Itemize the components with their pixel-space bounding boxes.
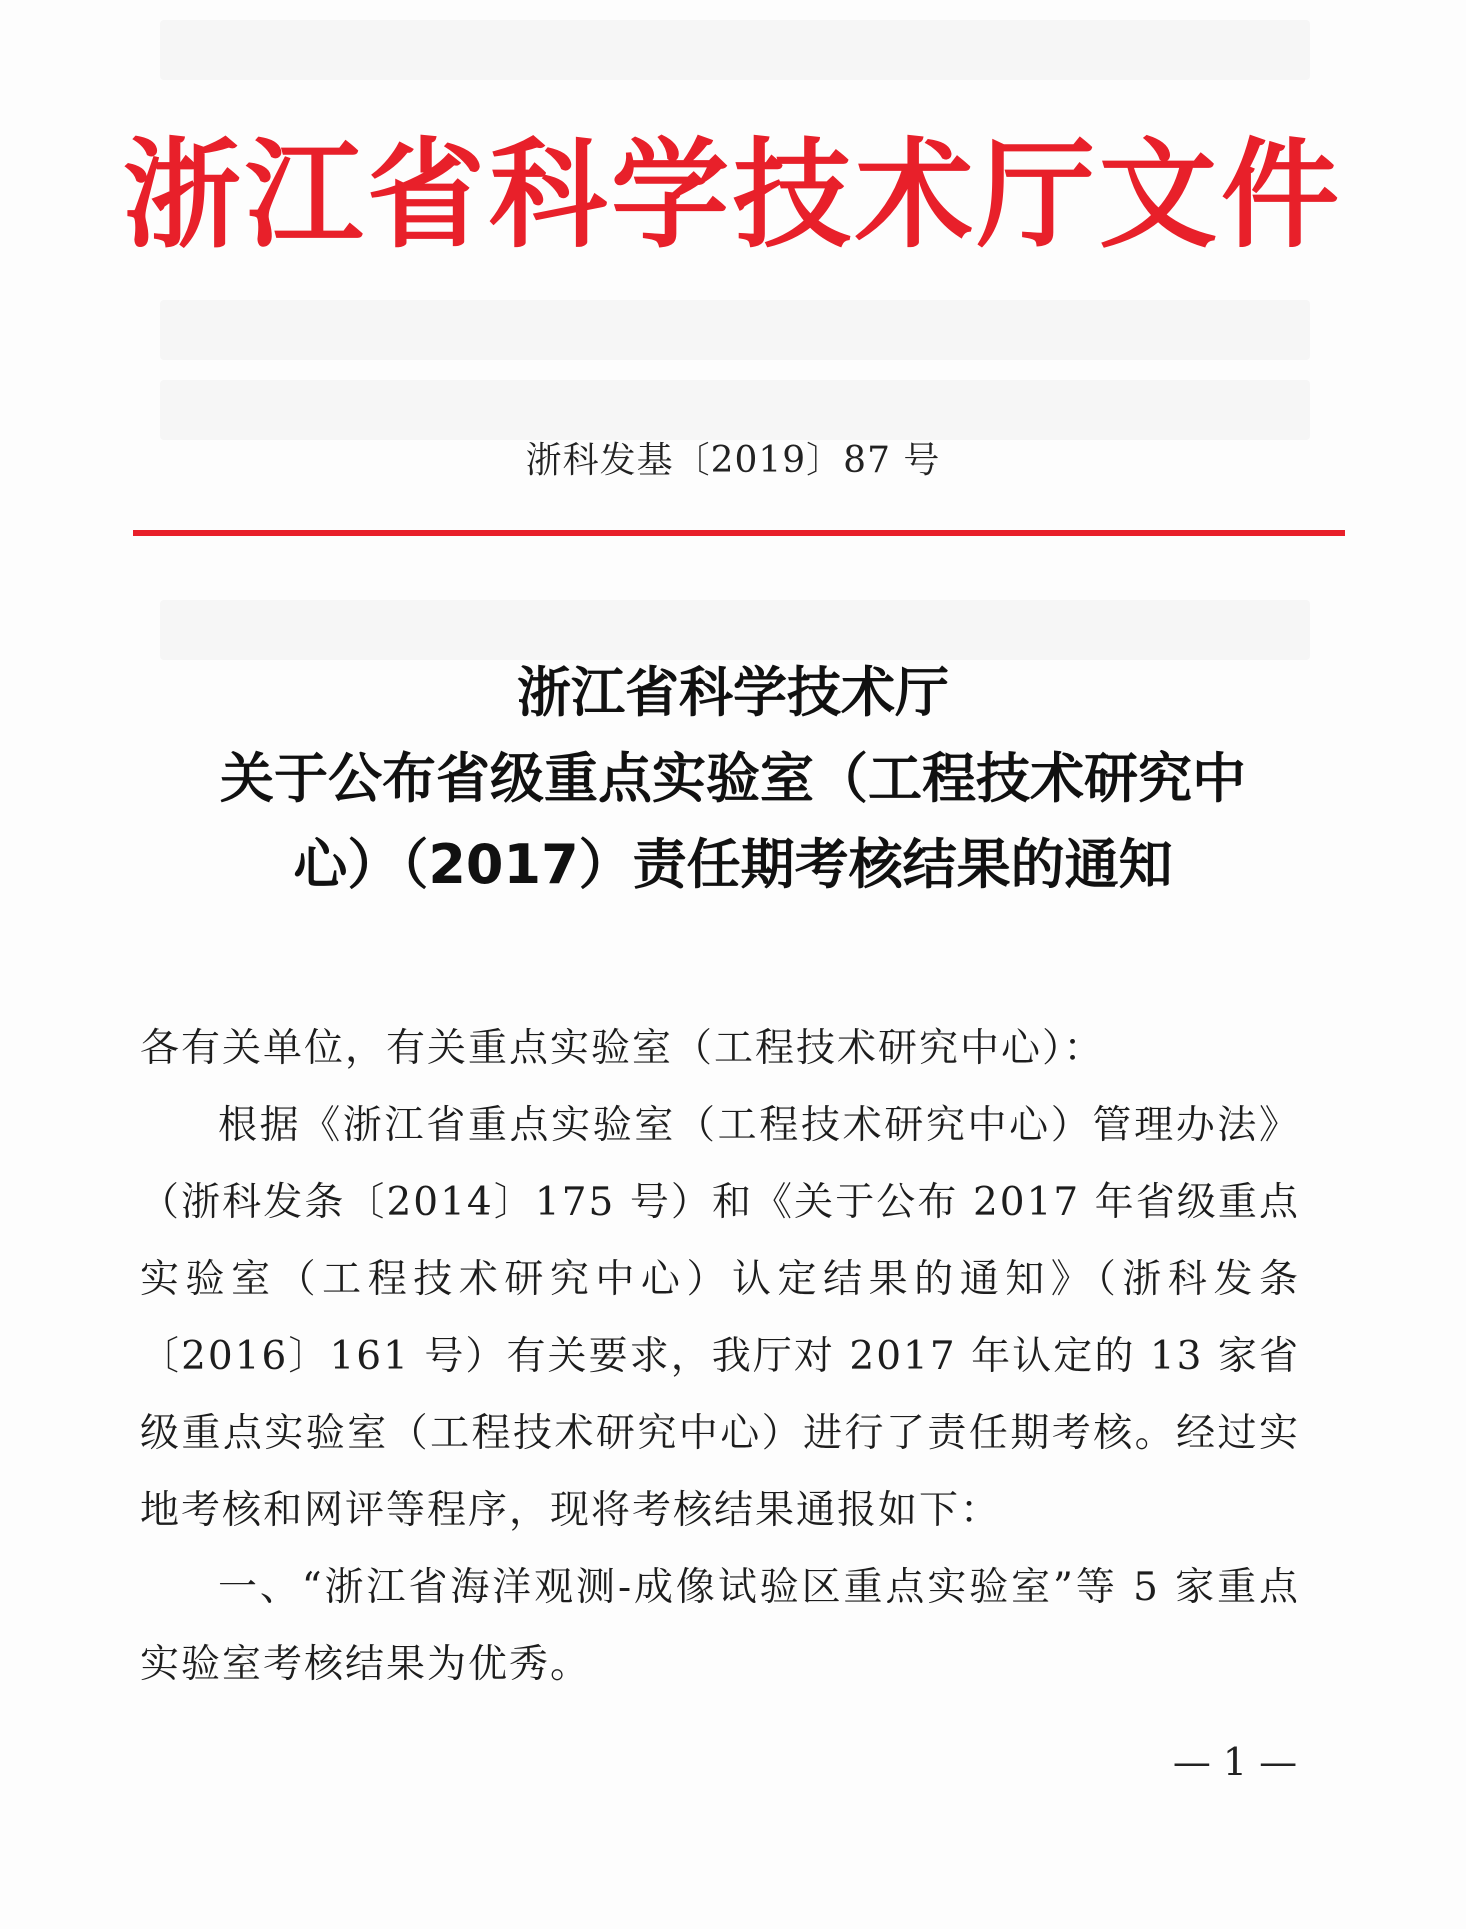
red-divider-line <box>133 530 1345 536</box>
notice-title <box>100 650 1366 908</box>
notice-body <box>140 1010 1300 1703</box>
body-paragraph-2: 一、“浙江省海洋观测-成像试验区重点实验室”等 5 家重点实验室考核结果为优秀。 <box>140 1565 1300 1687</box>
bleed-through-texture <box>160 20 1310 80</box>
notice-title-line-2: 关于公布省级重点实验室（工程技术研究中 <box>220 747 1246 810</box>
page-number: — 1 — <box>1172 1740 1298 1784</box>
bleed-through-texture <box>160 380 1310 440</box>
notice-title-line-1: 浙江省科学技术厅 <box>517 661 949 724</box>
document-header-title: 浙江省科学技术厅文件 <box>122 126 1343 264</box>
body-paragraph-1: 根据《浙江省重点实验室（工程技术研究中心）管理办法》（浙科发条〔2014〕175 号）和《关于公布 2017 年省级重点实验室（工程技术研究中心）认定结果的通知》（浙科发条〔2016〕161 号）有关要求，我厅对 2017 年认定的 13 家省级重点实验室（工程技术研究中心）进行了责任期考核。经过实地考核和网评等程序，现将考核结果通报如下： <box>140 1103 1300 1533</box>
document-number: 浙科发基〔2019〕87 号 <box>525 440 941 481</box>
salutation: 各有关单位，有关重点实验室（工程技术研究中心）： <box>140 1026 1105 1071</box>
bleed-through-texture <box>160 300 1310 360</box>
notice-title-line-3: 心）（2017）责任期考核结果的通知 <box>293 833 1173 896</box>
